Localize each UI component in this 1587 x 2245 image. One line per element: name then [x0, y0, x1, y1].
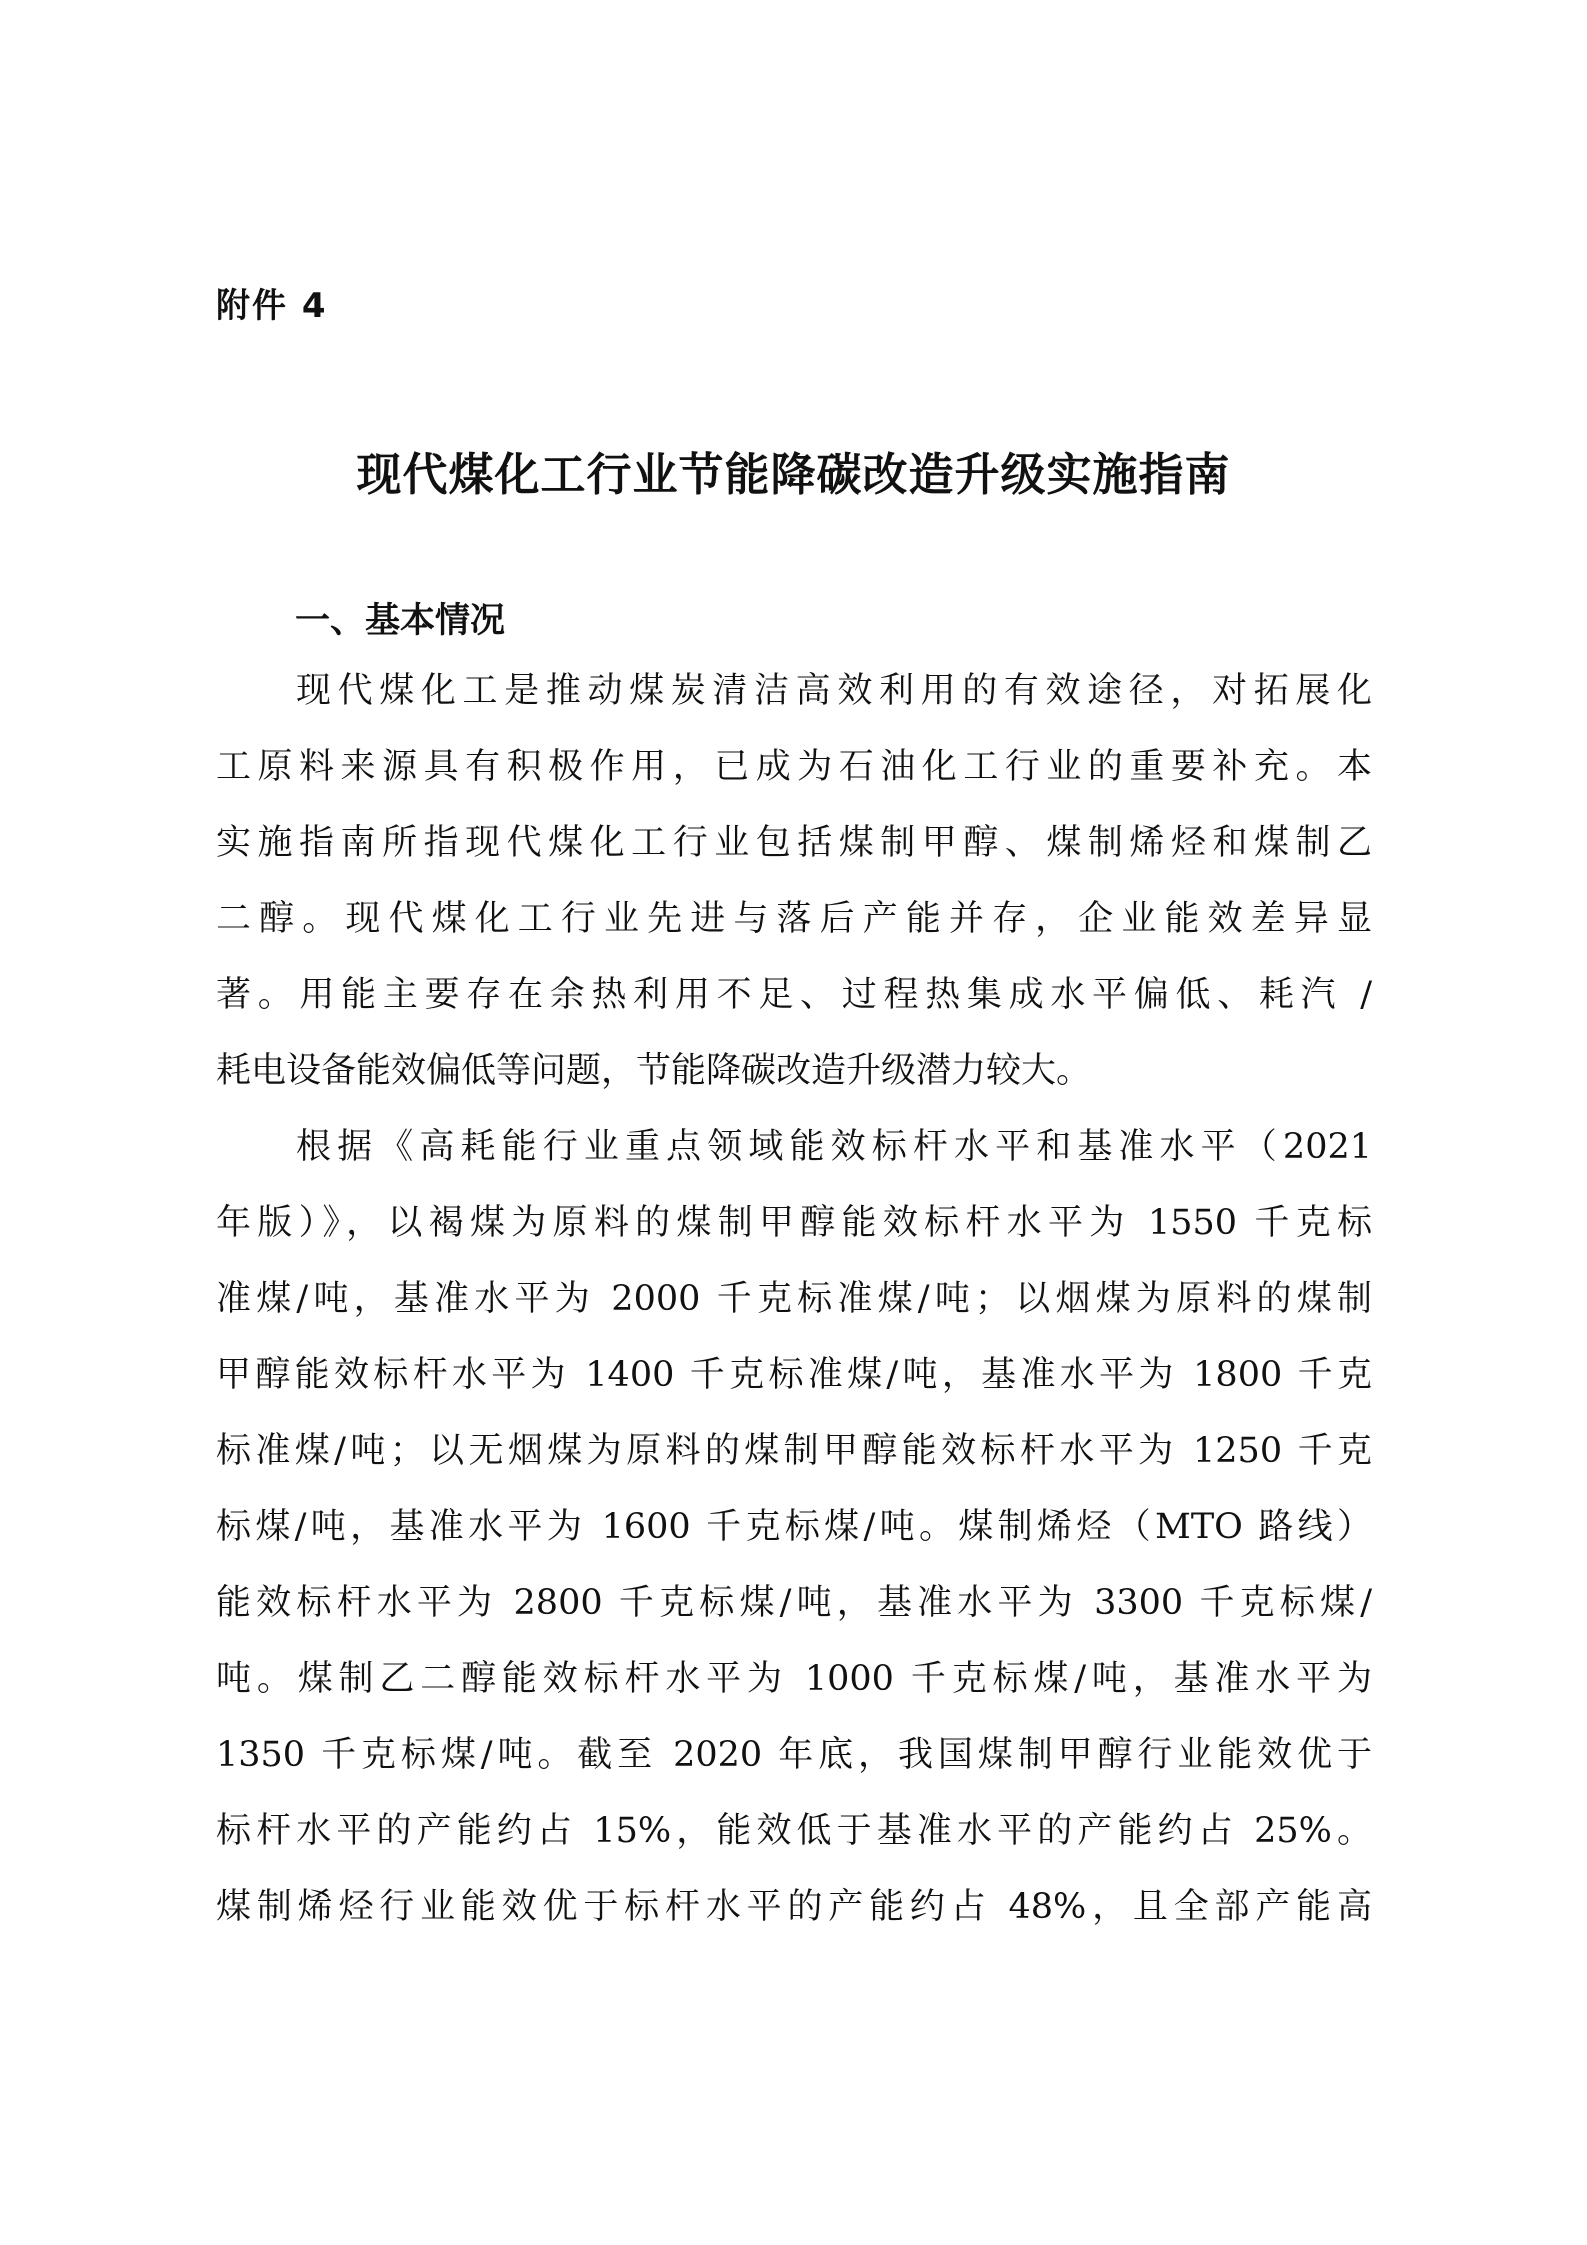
- paragraph-line: 著。用能主要存在余热利用不足、过程热集成水平偏低、耗汽 /: [216, 975, 1372, 1015]
- paragraph-line: 二醇。现代煤化工行业先进与落后产能并存，企业能效差异显: [216, 899, 1372, 939]
- paragraph-line: 耗电设备能效偏低等问题，节能降碳改造升级潜力较大。: [216, 1051, 1092, 1091]
- paragraph-line: 吨。煤制乙二醇能效标杆水平为 1000 千克标煤/吨，基准水平为: [216, 1659, 1372, 1699]
- paragraph-line: 甲醇能效标杆水平为 1400 千克标准煤/吨，基准水平为 1800 千克: [216, 1355, 1372, 1395]
- document-title: 现代煤化工行业节能降碳改造升级实施指南: [356, 448, 1231, 501]
- paragraph-line: 准煤/吨，基准水平为 2000 千克标准煤/吨；以烟煤为原料的煤制: [216, 1279, 1372, 1319]
- paragraph-line: 1350 千克标煤/吨。截至 2020 年底，我国煤制甲醇行业能效优于: [216, 1735, 1372, 1775]
- paragraph-line: 年版）》，以褐煤为原料的煤制甲醇能效标杆水平为 1550 千克标: [216, 1203, 1372, 1243]
- paragraph-line: 煤制烯烃行业能效优于标杆水平的产能约占 48%，且全部产能高: [216, 1887, 1372, 1927]
- paragraph-line: 标煤/吨，基准水平为 1600 千克标煤/吨。煤制烯烃（MTO 路线）: [216, 1507, 1372, 1547]
- attachment-label: 附件 4: [216, 286, 328, 326]
- paragraph-line: 能效标杆水平为 2800 千克标煤/吨，基准水平为 3300 千克标煤/: [216, 1583, 1372, 1623]
- paragraph-line: 现代煤化工是推动煤炭清洁高效利用的有效途径，对拓展化: [296, 671, 1372, 711]
- paragraph-line: 工原料来源具有积极作用，已成为石油化工行业的重要补充。本: [216, 747, 1372, 787]
- paragraph-line: 根据《高耗能行业重点领域能效标杆水平和基准水平（2021: [296, 1127, 1372, 1167]
- paragraph-line: 标准煤/吨；以无烟煤为原料的煤制甲醇能效标杆水平为 1250 千克: [216, 1431, 1372, 1471]
- paragraph-line: 实施指南所指现代煤化工行业包括煤制甲醇、煤制烯烃和煤制乙: [216, 823, 1372, 863]
- section-heading: 一、基本情况: [295, 601, 506, 641]
- paragraph-line: 标杆水平的产能约占 15%，能效低于基准水平的产能约占 25%。: [216, 1811, 1372, 1851]
